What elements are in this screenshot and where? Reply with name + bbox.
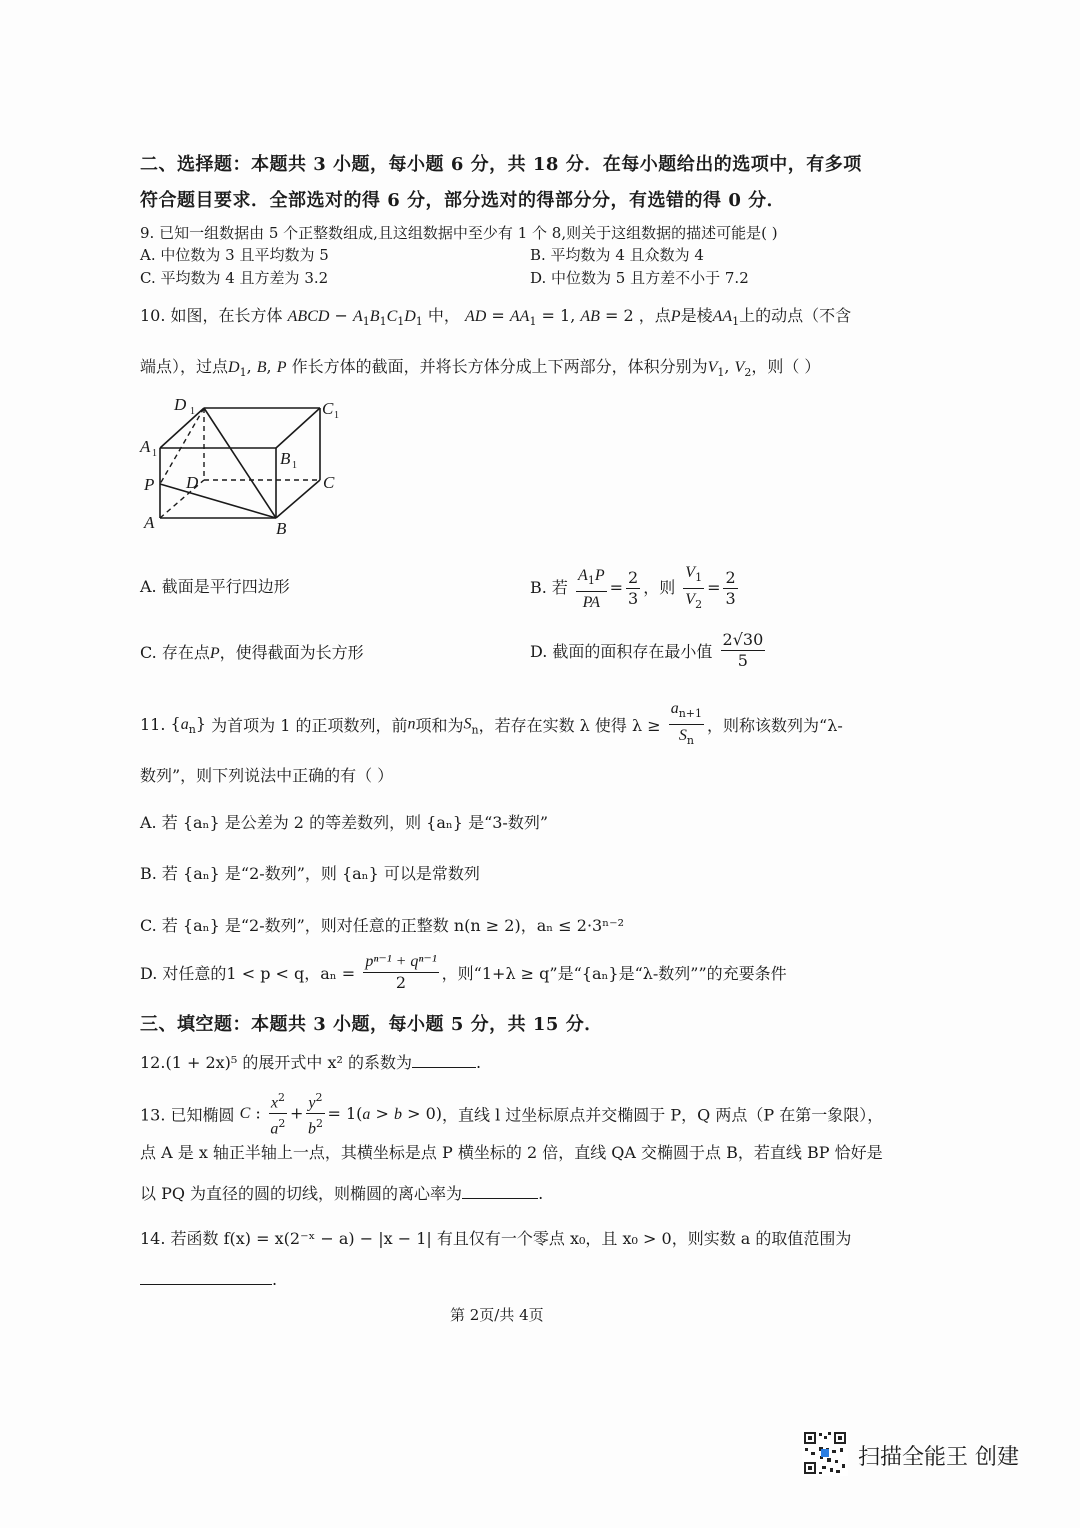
label-B1-sub: 1 — [292, 460, 297, 471]
q11-stem-line2: 数列”，则下列说法中正确的有（ ） — [140, 766, 394, 785]
q10-option-d: D. 截面的面积存在最小值 $\frac{2√30}{5}$ — [530, 630, 764, 670]
q10-stem-line1: 10. 如图，在长方体 ABCD − $A_1B_1C_1D_1$ 中， AD = $AA_1 = 1$, AB = 2 ，点P是棱$AA_1$上的动点（不含 — [140, 306, 852, 329]
section3-heading: 三、填空题：本题共 3 小题，每小题 5 分，共 15 分． — [140, 1014, 603, 1035]
brand-watermark: 扫描全能王 创建 — [858, 1445, 1019, 1470]
qr-code-icon — [802, 1430, 848, 1476]
label-D1-sub: 1 — [190, 406, 195, 417]
q11-option-a: A. 若 {aₙ} 是公差为 2 的等差数列，则 {aₙ} 是“3-数列” — [140, 813, 549, 832]
q9-option-c: C. 平均数为 4 且方差为 3.2 — [140, 269, 329, 287]
label-D1: D — [174, 395, 187, 414]
q10-cuboid-figure — [130, 392, 370, 542]
label-P: P — [144, 475, 155, 494]
label-A1: A — [140, 437, 151, 456]
q10-option-c: C. 存在点P，使得截面为长方形 — [140, 643, 364, 662]
q11-stem-line1: 11. $\{a_n\}$ 为首项为 1 的正项数列，前n项和为$S_n$，若存在实数 λ 使得 λ ≥ $\frac{a_{n+1}}{S_n}$ ，则称该数列为“λ- — [140, 700, 843, 748]
label-B1: B — [280, 449, 291, 468]
label-D: D — [186, 473, 199, 492]
q12-answer-blank[interactable] — [412, 1067, 476, 1068]
q11-option-d: D. 对任意的1 < p < q，aₙ = $\frac{\text{pⁿ⁻¹ + qⁿ⁻¹}}{2}$ ，则“1+λ ≥ q”是“{aₙ}是“λ-数列””的充要条件 — [140, 953, 787, 992]
label-C: C — [323, 473, 335, 492]
q9-stem: 9. 已知一组数据由 5 个正整数组成,且这组数据中至少有 1 个 8,则关于这组数据的描述可能是( ) — [140, 224, 778, 242]
q9-option-d: D. 中位数为 5 且方差不小于 7.2 — [530, 269, 749, 287]
q13-line1: 13. 已知椭圆 C : $\frac{x^2}{a^2}$ + $\frac{y^2}{b^2}$ = 1(a > b > 0)，直线 l 过坐标原点并交椭圆于 P，Q 两点（P 在第一象限）， — [140, 1088, 883, 1140]
label-B: B — [276, 519, 287, 538]
q14-answer-blank[interactable] — [140, 1284, 272, 1285]
section2-heading-line2: 符合题目要求．全部选对的得 6 分，部分选对的得部分分，有选错的得 0 分． — [140, 190, 786, 211]
q13-answer-blank[interactable] — [462, 1198, 538, 1199]
q9-option-a: A. 中位数为 3 且平均数为 5 — [140, 246, 329, 264]
q12: 12.(1 + 2x)⁵ 的展开式中 x² 的系数为 . — [140, 1053, 482, 1072]
q13-line3: 以 PQ 为直径的圆的切线，则椭圆的离心率为 . — [140, 1184, 544, 1203]
label-C1: C — [322, 399, 334, 418]
label-A: A — [144, 513, 155, 532]
q11-option-b: B. 若 {aₙ} 是“2-数列”，则 {aₙ} 可以是常数列 — [140, 864, 480, 883]
section2-heading-line1: 二、选择题：本题共 3 小题，每小题 6 分，共 18 分．在每小题给出的选项中，有多项 — [140, 154, 862, 175]
q13-line2: 点 A 是 x 轴正半轴上一点，其横坐标是点 P 横坐标的 2 倍，直线 QA 交椭圆于点 B，若直线 BP 恰好是 — [140, 1143, 883, 1162]
q10-option-a: A. 截面是平行四边形 — [140, 577, 290, 596]
q14-answer-line: . — [140, 1270, 277, 1289]
q14-stem: 14. 若函数 f(x) = x(2⁻ˣ − a) − |x − 1| 有且仅有一个零点 x₀，且 x₀ > 0，则实数 a 的取值范围为 — [140, 1229, 852, 1248]
q10-option-b: B. 若 $\frac{A_1P}{PA}$ = $\frac{2}{3}$ ，则 $\frac{V_1}{V_2}$ = $\frac{2}{3}$ — [530, 564, 736, 612]
q9-option-b: B. 平均数为 4 且众数为 4 — [530, 246, 704, 264]
q10-stem-line2: 端点），过点$D_1$, B, P 作长方体的截面，并将长方体分成上下两部分，体积分别为$V_1$, $V_2$，则（ ） — [140, 357, 821, 380]
label-A1-sub: 1 — [152, 448, 157, 459]
label-C1-sub: 1 — [334, 410, 339, 421]
q11-option-c: C. 若 {aₙ} 是“2-数列”，则对任意的正整数 n(n ≥ 2)，aₙ ≤ 2·3ⁿ⁻² — [140, 916, 624, 935]
page-number: 第 2页/共 4页 — [450, 1306, 544, 1324]
